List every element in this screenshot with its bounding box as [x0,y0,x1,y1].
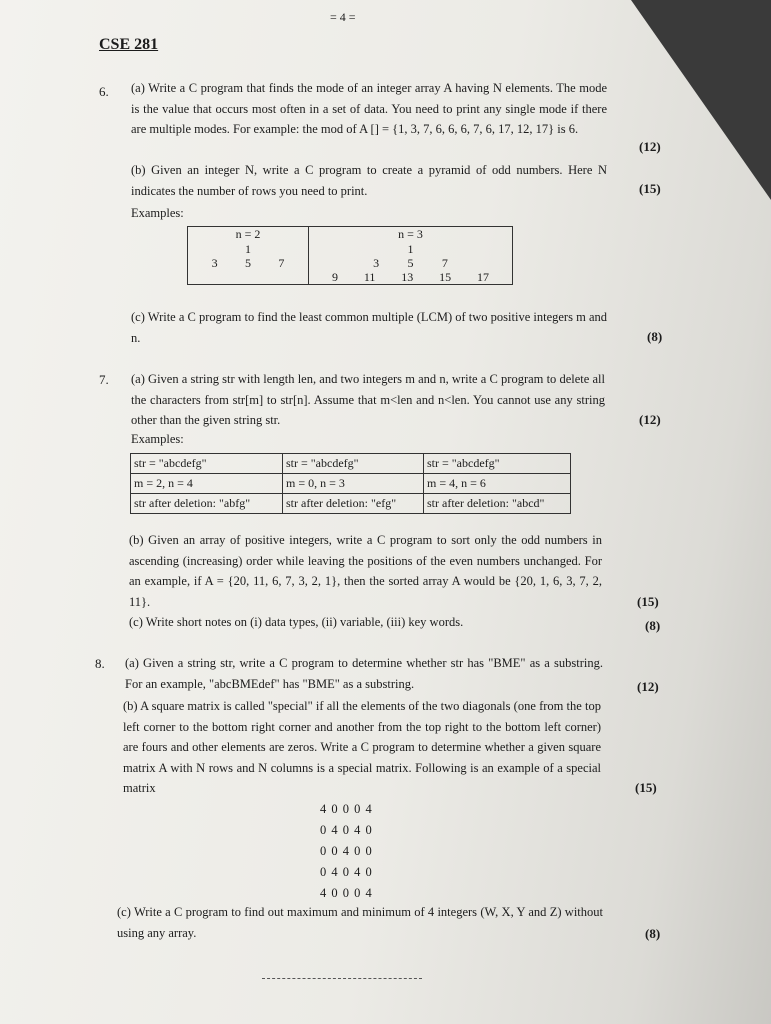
table-cell: str = "abcdefg" [283,454,424,474]
pyramid-n2-row-2 [188,256,308,270]
q8c-text: (c) Write a C program to find out maximum and minimum of 4 integers (W, X, Y and Z) without using any array. [117,905,603,940]
q7b-marks: (15) [637,594,659,609]
q6c-marks: (8) [647,329,663,344]
q7c-marks: (8) [645,618,661,633]
q8b-text: (b) A square matrix is called "special" if all the elements of the two diagonals (one from the top left corner to the bottom right corner and another from the top right to the bottom left corner) are fours and other elements are zeros. Write a C program to determine whether a given square matrix A with N rows and N columns is a special matrix. Following is an example of a special matrix [123,699,601,795]
q7b-text: (b) Given an array of positive integers, write a C program to sort only the odd numbers in ascending (increasing) order while leaving the positions of the even numbers unchanged. For an example, if A = {20, 11, 6, 7, 3, 2, 1}, then the sorted array A would be {20, 1, 6, 3, 7, 2, 11}. [129,533,602,609]
table-cell: m = 4, n = 6 [424,474,571,494]
pyramid-number: 1 [245,242,251,256]
q6a-marks: (12) [639,139,661,154]
course-code: CSE 281 [99,36,159,53]
question-7-number: 7. [99,372,109,387]
matrix-row: 0 0 4 0 0 [320,844,373,858]
string-deletion-examples-table [130,453,571,514]
table-cell: str after deletion: "abfg" [131,494,283,514]
pyramid-number: 5 [407,256,414,270]
question-6-number: 6. [99,84,109,99]
q6b-text: (b) Given an integer N, write a C program to create a pyramid of odd numbers. Here N indicates the number of rows you need to print. [131,163,607,198]
q6b-marks: (15) [639,181,661,196]
q7a-text: (a) Given a string str with length len, and two integers m and n, write a C program to delete all the characters from str[m] to str[n]. Assume that m<len and n<len. You cannot use any string other than the given string str. [131,372,605,427]
matrix-row: 0 4 0 4 0 [320,823,373,837]
background-corner [631,0,771,200]
pyramid-n2-cell [188,227,309,285]
table-cell: str = "abcdefg" [131,454,283,474]
pyramid-examples-table [187,226,513,285]
q6-examples-label: Examples: [131,206,184,220]
pyramid-number: 7 [278,256,285,270]
q7c-text: (c) Write short notes on (i) data types, (ii) variable, (iii) key words. [129,615,464,629]
end-divider [262,978,422,979]
q8a-text: (a) Given a string str, write a C program to determine whether str has "BME" as a substring. For an example, "abcBMEdef" has "BME" as a substring. [125,656,603,691]
pyramid-number: 13 [401,270,414,284]
q8b-marks: (15) [635,780,657,795]
pyramid-number: 3 [373,256,380,270]
q8a-marks: (12) [637,679,659,694]
pyramid-n3-header: n = 3 [398,227,423,241]
pyramid-number: 3 [211,256,218,270]
table-cell: str after deletion: "efg" [283,494,424,514]
pyramid-n3-row-3 [309,270,512,284]
pyramid-number: 9 [331,270,338,284]
pyramid-n2-row-1 [188,242,308,256]
pyramid-number: 1 [407,242,414,256]
pyramid-n2-header: n = 2 [235,227,261,241]
page-number: = 4 = [330,10,356,24]
pyramid-number: 5 [244,256,251,270]
pyramid-n3-row-1 [309,242,512,256]
question-8-number: 8. [95,656,105,671]
pyramid-number: 15 [439,270,452,284]
table-cell: str after deletion: "abcd" [424,494,571,514]
matrix-row: 0 4 0 4 0 [320,865,373,879]
pyramid-number: 17 [477,270,489,284]
q6c-text: (c) Write a C program to find the least common multiple (LCM) of two positive integers m and n. [131,310,607,345]
q8c-marks: (8) [645,926,661,941]
pyramid-number: 11 [363,270,376,284]
pyramid-number: 7 [441,256,448,270]
pyramid-n3-cell [309,227,513,285]
q7-examples-label: Examples: [131,432,184,446]
matrix-row: 4 0 0 0 4 [320,802,373,816]
matrix-row: 4 0 0 0 4 [320,886,373,900]
pyramid-n3-row-2 [309,256,512,270]
table-cell: str = "abcdefg" [424,454,571,474]
q6a-text: (a) Write a C program that finds the mode of an integer array A having N elements. The mode is the value that occurs most often in a set of data. You need to print any single mode if there are multiple modes. For example: the mod of A [] = {1, 3, 7, 6, 6, 6, 7, 6, 17, 12, 17} is 6. [131,81,607,136]
table-cell: m = 2, n = 4 [131,474,283,494]
special-matrix-example [320,799,373,904]
q7a-marks: (12) [639,412,661,427]
table-cell: m = 0, n = 3 [283,474,424,494]
